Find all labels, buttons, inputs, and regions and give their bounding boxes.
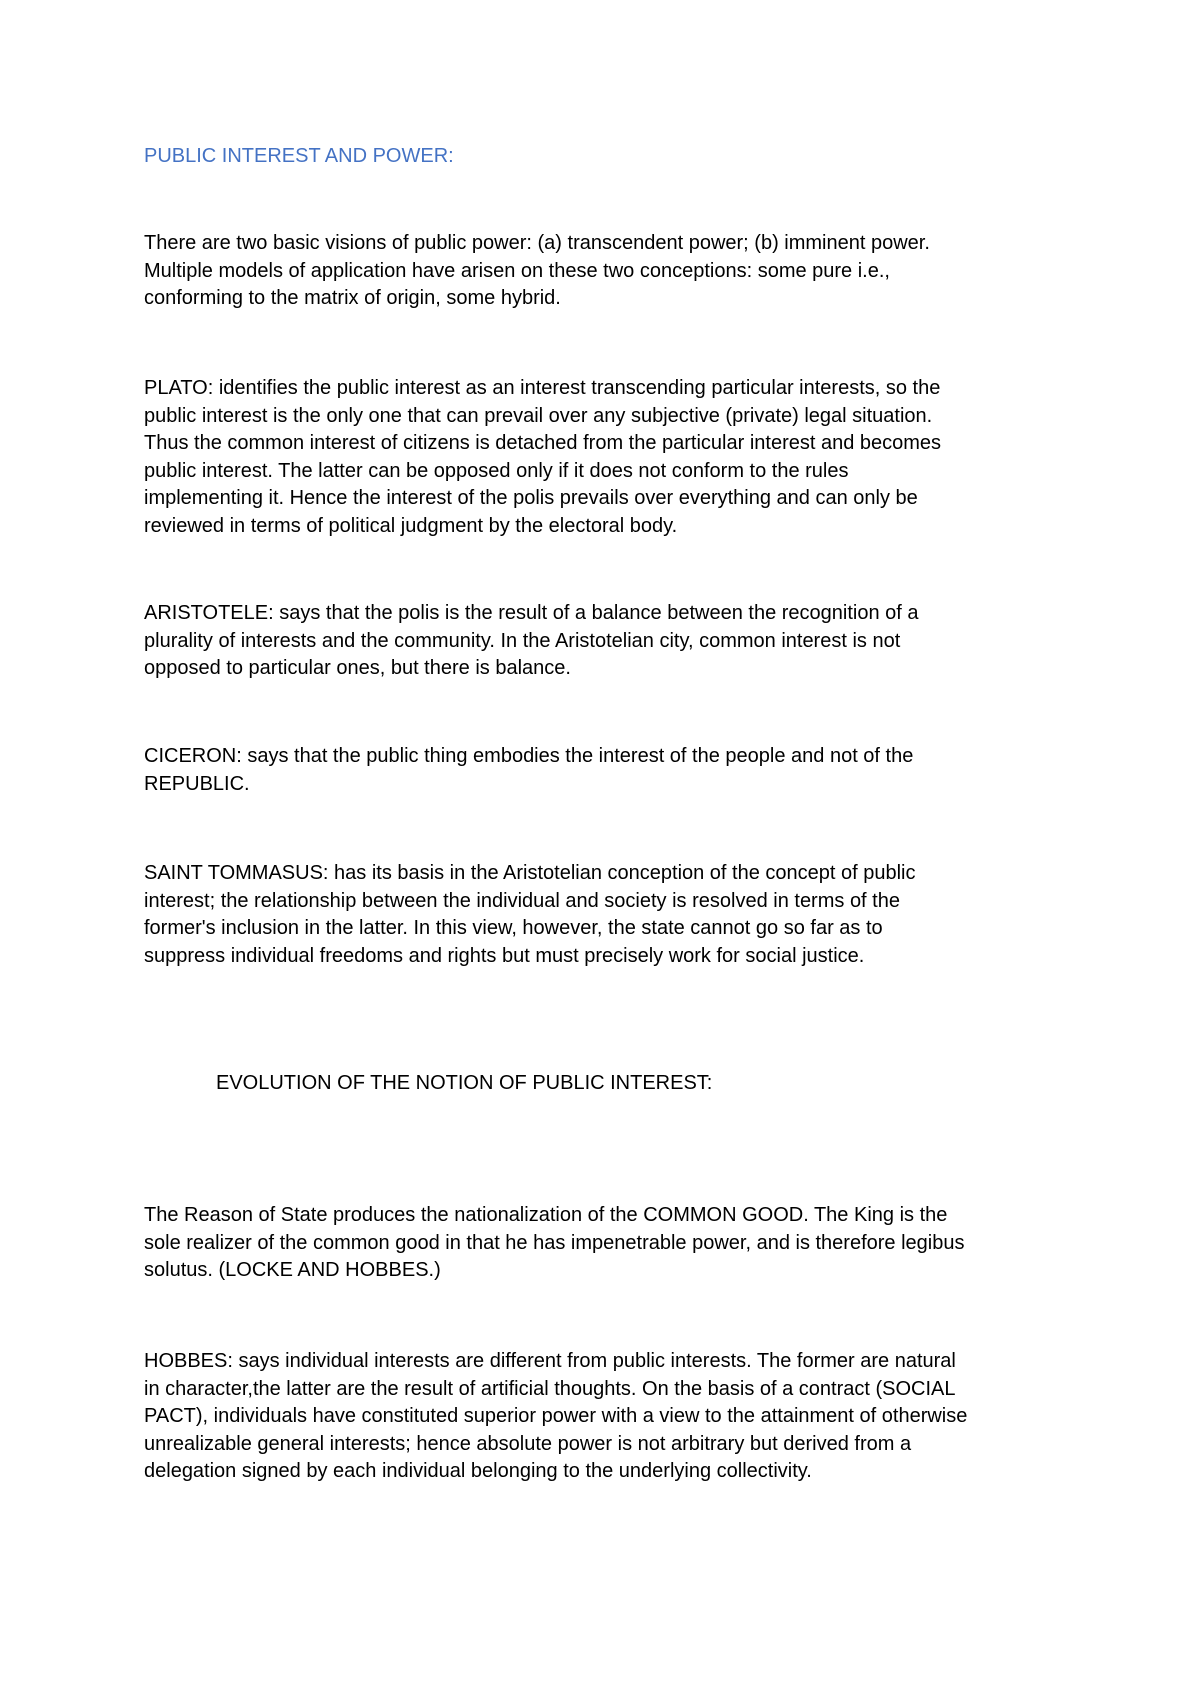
paragraph-ciceron: CICERON: says that the public thing embodies the interest of the people and not of the REPUBLIC. <box>144 745 914 795</box>
paragraph-hobbes: HOBBES: says individual interests are different from public interests. The former are natural in character,the latter are the result of artificial thoughts. On the basis of a contract (SOCIAL PACT), individuals have constituted superior power with a view to the attainment of otherwise unrealizable general interests; hence absolute power is not arbitrary but derived from a delegation signed by each individual belonging to the underlying collectivity. <box>144 1350 968 1482</box>
paragraph-plato: PLATO: identifies the public interest as an interest transcending particular interests, so the public interest is the only one that can prevail over any subjective (private) legal situation. Thus the common interest of citizens is detached from the particular interest and becomes public interest. The latter can be opposed only if it does not conform to the rules implementing it. Hence the interest of the polis prevails over everything and can only be reviewed in terms of political judgment by the electoral body. <box>144 377 942 537</box>
paragraph-saint-tommasus: SAINT TOMMASUS: has its basis in the Aristotelian conception of the concept of public interest; the relationship between the individual and society is resolved in terms of the former's inclusion in the latter. In this view, however, the state cannot go so far as to suppress individual freedoms and rights but must precisely work for social justice. <box>144 862 916 967</box>
paragraph-aristotele: ARISTOTELE: says that the polis is the result of a balance between the recognition of a plurality of interests and the community. In the Aristotelian city, common interest is not opposed to particular ones, but there is balance. <box>144 602 919 679</box>
paragraph-intro: There are two basic visions of public power: (a) transcendent power; (b) imminent power. Multiple models of application have arisen on these two conceptions: some pure i.e., conforming to the matrix of origin, some hybrid. <box>144 232 930 309</box>
document-title: PUBLIC INTEREST AND POWER: <box>144 145 454 167</box>
paragraph-reason-of-state: The Reason of State produces the nationalization of the COMMON GOOD. The King is the sole realizer of the common good in that he has impenetrable power, and is therefore legibus solutus. (LOCKE AND HOBBES.) <box>144 1204 965 1281</box>
section-heading: EVOLUTION OF THE NOTION OF PUBLIC INTEREST: <box>216 1072 713 1094</box>
